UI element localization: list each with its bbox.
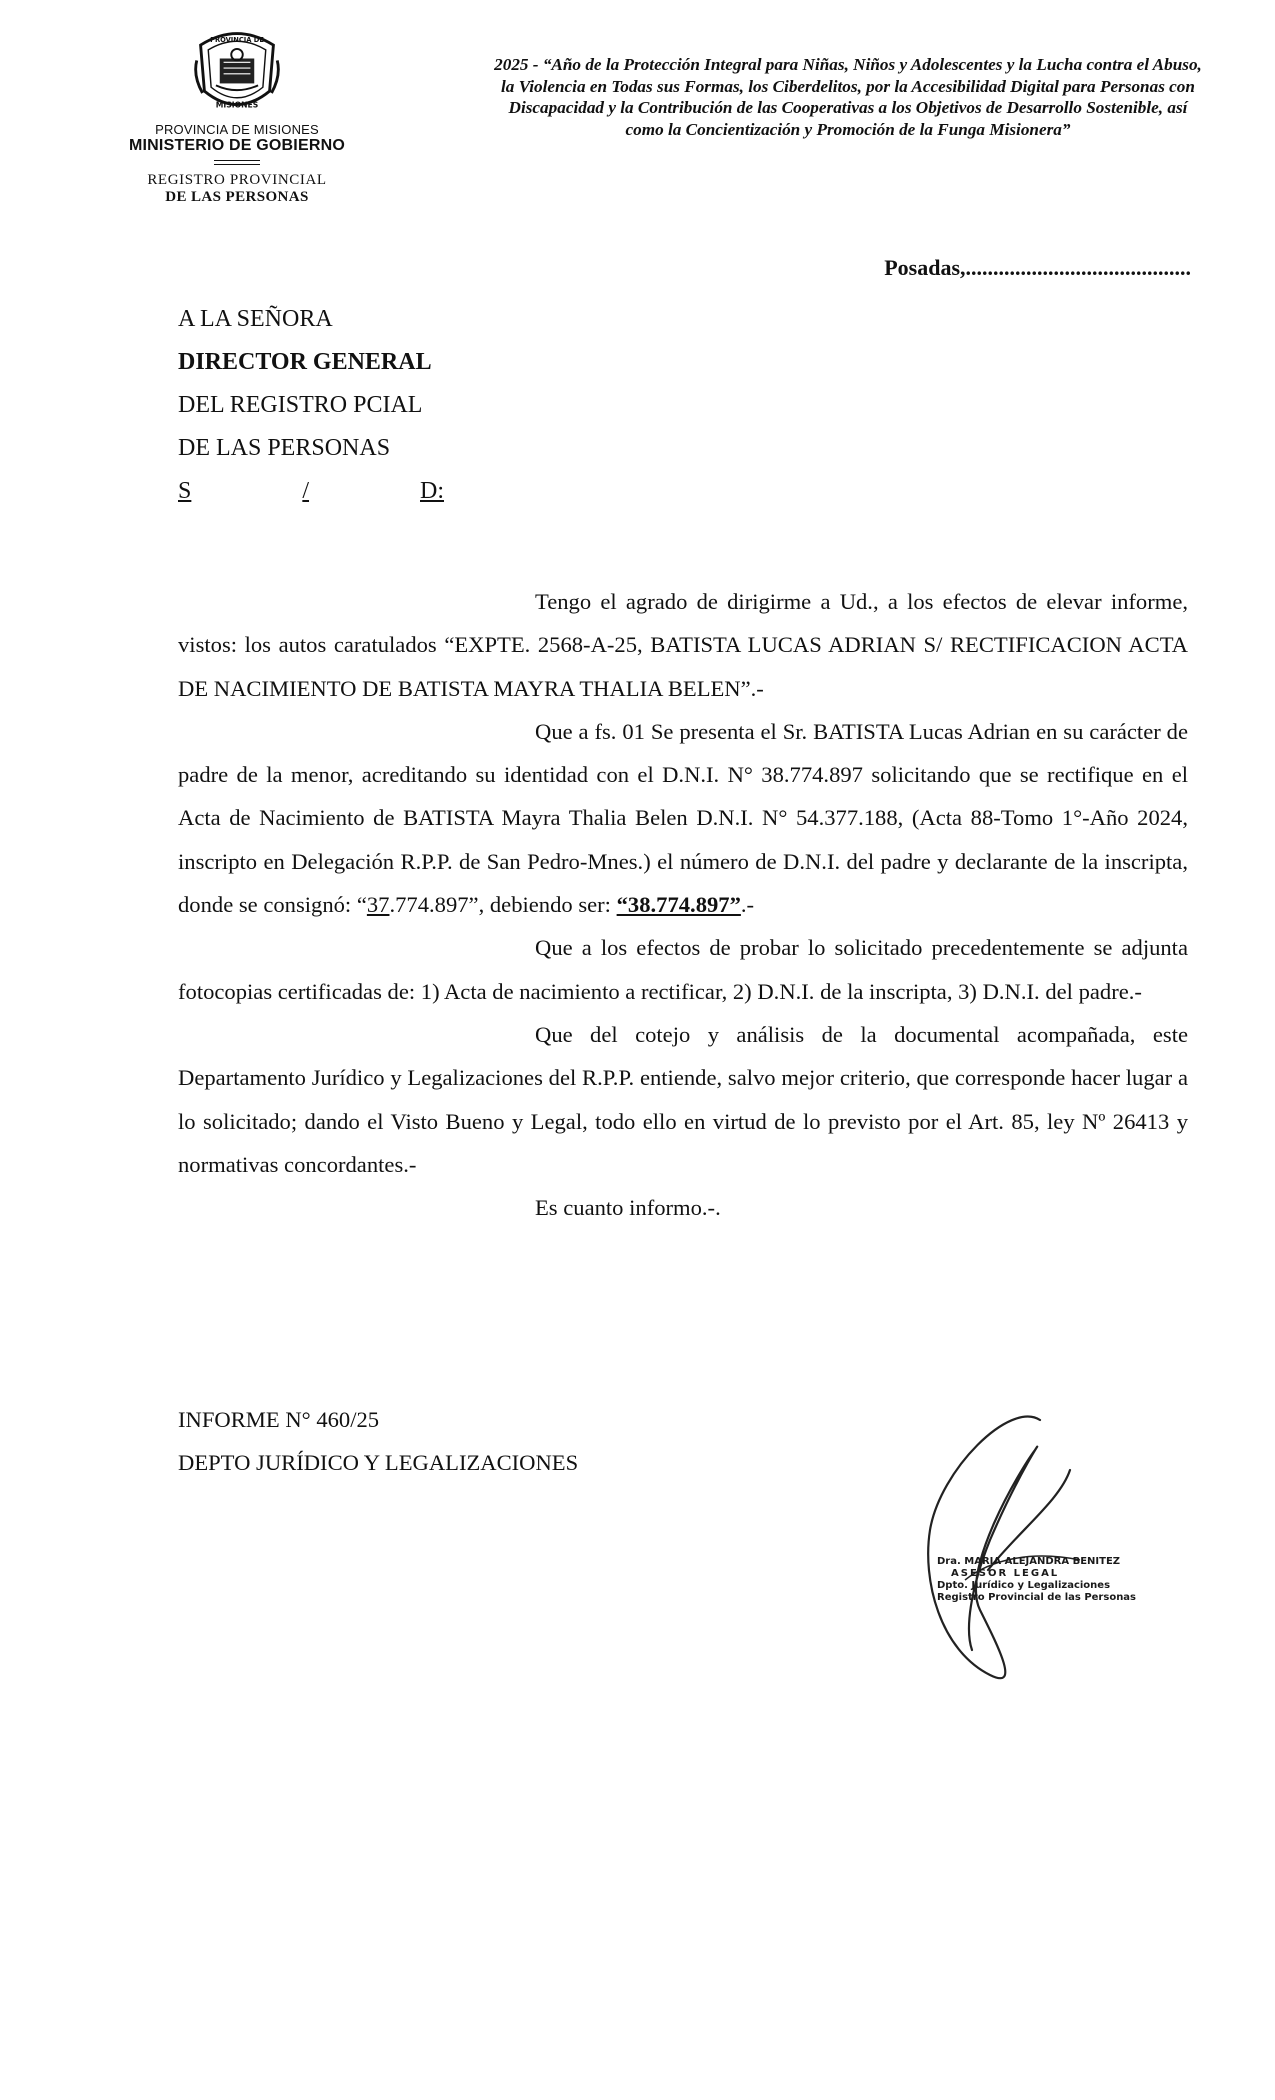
place-date-line: Posadas,.........................................: [884, 255, 1191, 280]
salutation-sd: S / D:: [178, 478, 444, 504]
provincial-crest-icon: [189, 24, 285, 116]
svg-text:PROVINCIA DE: PROVINCIA DE: [210, 36, 264, 45]
ministry-label: MINISTERIO DE GOBIERNO: [129, 137, 345, 154]
department-name: DEPTO JURÍDICO Y LEGALIZACIONES: [178, 1450, 579, 1475]
svg-text:MISIONES: MISIONES: [215, 100, 259, 110]
report-body: [178, 580, 1188, 1229]
paragraph-closing: Es cuanto informo.-.: [535, 1195, 721, 1221]
addressee-line: A LA SEÑORA: [178, 306, 333, 332]
wrong-digits: 37: [366, 892, 390, 918]
divider: [214, 164, 260, 165]
divider: [214, 160, 260, 161]
paragraph-attachments: Que a los efectos de probar lo solicitado precedentemente se adjunta fotocopias certificadas de: 1) Acta de nacimiento a rectificar, 2) D.N.I. de la inscripta, 3) D.N.I. del padre.-: [178, 935, 1188, 1004]
addressee-line: DEL REGISTRO PCIAL: [178, 392, 423, 418]
registry-label-line2: DE LAS PERSONAS: [165, 189, 309, 205]
year-motto: 2025 - “Año de la Protección Integral para Niñas, Niños y Adolescentes y la Lucha contra el Abuso, la Violencia en Todas sus Formas, los Ciberdelitos, por la Accesibilidad Digital para Personas con Discapacidad y la Contribución de las Cooperativas a los Objetivos de Desarrollo Sostenible, así como la Concientización y Promoción de la Funga Misionera”: [494, 55, 1202, 139]
province-label: PROVINCIA DE MISIONES: [155, 122, 319, 137]
paragraph-opinion: Que del cotejo y análisis de la documental acompañada, este Departamento Jurídico y Legalizaciones del R.P.P. entiende, salvo mejor criterio, que corresponde hacer lugar a lo solicitado; dando el Visto Bueno y Legal, todo ello en virtud de lo previsto por el Art. 85, ley Nº 26413 y normativas concordantes.-: [178, 1021, 1188, 1177]
institution-header: [112, 24, 362, 206]
paragraph-request: Que a fs. 01 Se presenta el Sr. BATISTA Lucas Adrian en su carácter de padre de la menor, acreditando su identidad con el D.N.I. N° 38.774.897 solicitando que se rectifique en el Acta de Nacimiento de BATISTA Mayra Thalia Belen D.N.I. N° 54.377.188, (Acta 88-Tomo 1°-Año 2024, inscripto en Delegación R.P.P. de San Pedro-Mnes.) el número de D.N.I. del padre y declarante de la inscripta, donde se consignó: “37.774.897”, debiendo ser: “38.774.897”.-: [178, 718, 1188, 918]
report-reference: [178, 1398, 578, 1484]
report-number: INFORME N° 460/25: [178, 1407, 380, 1432]
legal-advisor-stamp: Dra. MARIA ALEJANDRA BENITEZ ASESOR LEGAL Dpto. Jurídico y Legalizaciones Registro Provincial de las Personas: [937, 1556, 1137, 1603]
paragraph-intro: Tengo el agrado de dirigirme a Ud., a los efectos de elevar informe, vistos: los autos caratulados “EXPTE. 2568-A-25, BATISTA LUCAS ADRIAN S/ RECTIFICACION ACTA DE NACIMIENTO DE BATISTA MAYRA THALIA BELEN”.-: [178, 589, 1188, 701]
registry-label-line1: REGISTRO PROVINCIAL: [147, 172, 327, 188]
addressee-line: DE LAS PERSONAS: [178, 435, 391, 461]
addressee-block: [178, 298, 444, 513]
correct-dni: “38.774.897”: [616, 892, 741, 918]
addressee-title: DIRECTOR GENERAL: [178, 349, 432, 375]
